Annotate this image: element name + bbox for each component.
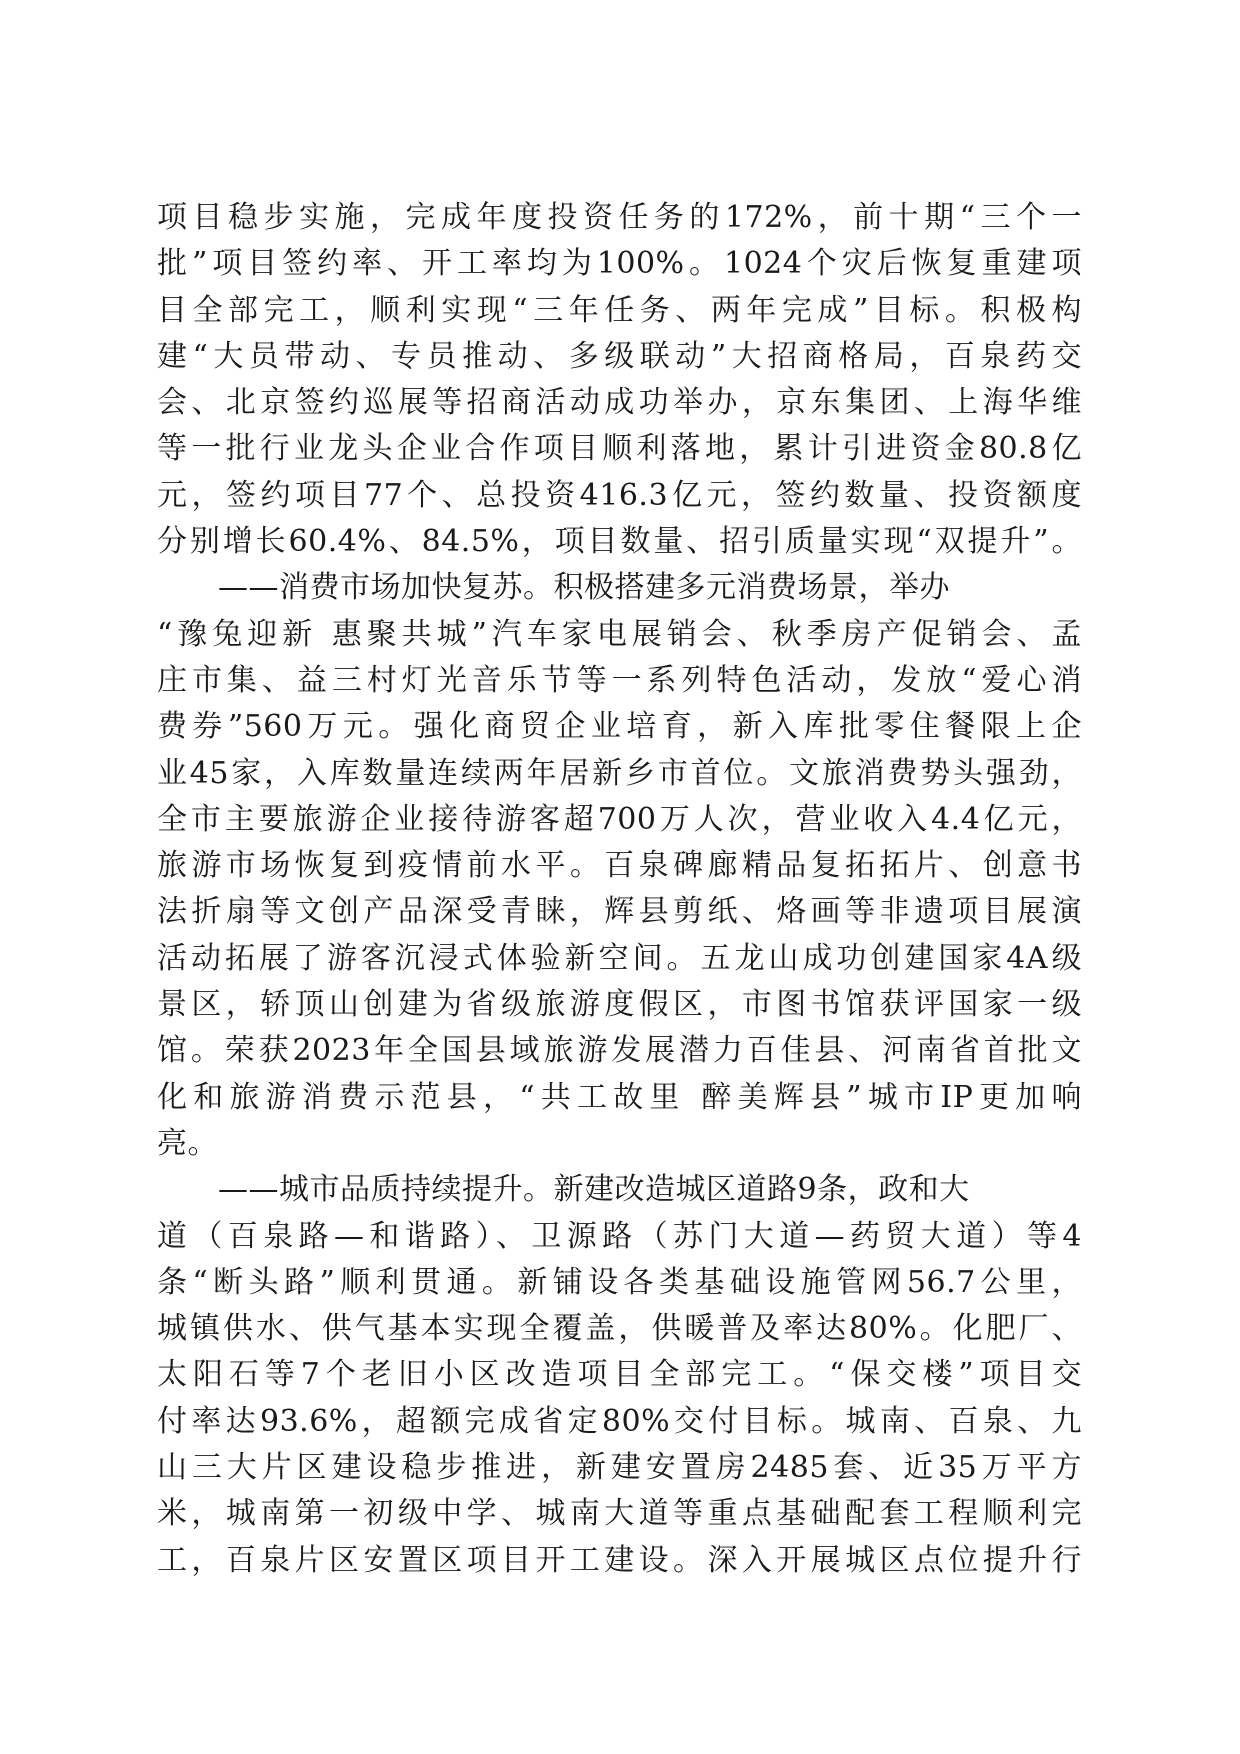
text-line: 元，签约项目77个、总投资416.3亿元，签约数量、投资额度 [157,477,1082,513]
text-line: 分别增长60.4%、84.5%，项目数量、招引质量实现“双提升”。 [157,524,1082,560]
text-line: 业45家，入库数量连续两年居新乡市首位。文旅消费势头强劲， [157,755,1082,791]
text-line: 化和旅游消费示范县，“共工故里 醉美辉县”城市IP更加响 [157,1079,1082,1115]
text-line: 太阳石等7个老旧小区改造项目全部完工。“保交楼”项目交 [157,1357,1082,1393]
text-line: 工，百泉片区安置区项目开工建设。深入开展城区点位提升行 [157,1542,1082,1578]
text-line: 山三大片区建设稳步推进，新建安置房2485套、近35万平方 [157,1450,1082,1486]
text-line: 庄市集、益三村灯光音乐节等一系列特色活动，发放“爱心消 [157,662,1082,698]
text-line: 道（百泉路—和谐路）、卫源路（苏门大道—药贸大道）等4 [157,1218,1082,1254]
text-line: 活动拓展了游客沉浸式体验新空间。五龙山成功创建国家4A级 [157,940,1082,976]
text-line: 建“大员带动、专员推动、多级联动”大招商格局，百泉药交 [157,338,1082,374]
text-line: ——城市品质持续提升。新建改造城区道路9条，政和大 [157,1172,970,1208]
text-line: 亮。 [157,1125,218,1161]
text-line: 旅游市场恢复到疫情前水平。百泉碑廊精品复拓拓片、创意书 [157,848,1082,884]
text-line: 目全部完工，顺利实现“三年任务、两年完成”目标。积极构 [157,292,1082,328]
text-line: 城镇供水、供气基本实现全覆盖，供暖普及率达80%。化肥厂、 [157,1311,1082,1347]
text-line: 米，城南第一初级中学、城南大道等重点基础配套工程顺利完 [157,1496,1082,1532]
text-line: 费券”560万元。强化商贸企业培育，新入库批零住餐限上企 [157,709,1082,745]
body-text [157,195,1082,1584]
text-line: 全市主要旅游企业接待游客超700万人次，营业收入4.4亿元， [157,801,1082,837]
text-line: “豫兔迎新 惠聚共城”汽车家电展销会、秋季房产促销会、孟 [157,616,1082,652]
text-line: 项目稳步实施，完成年度投资任务的172%，前十期“三个一 [157,200,1082,235]
text-line: 法折扇等文创产品深受青睐，辉县剪纸、烙画等非遗项目展演 [157,894,1082,930]
text-line: 条“断头路”顺利贯通。新铺设各类基础设施管网56.7公里， [157,1264,1082,1300]
text-line: 景区，轿顶山创建为省级旅游度假区，市图书馆获评国家一级 [157,987,1082,1023]
text-line: 会、北京签约巡展等招商活动成功举办，京东集团、上海华维 [157,385,1082,421]
text-line: 批”项目签约率、开工率均为100%。1024个灾后恢复重建项 [157,246,1082,282]
text-line: ——消费市场加快复苏。积极搭建多元消费场景，举办 [157,570,950,606]
text-line: 付率达93.6%，超额完成省定80%交付目标。城南、百泉、九 [157,1403,1082,1439]
text-line: 馆。荣获2023年全国县域旅游发展潜力百佳县、河南省首批文 [157,1033,1082,1069]
text-line: 等一批行业龙头企业合作项目顺利落地，累计引进资金80.8亿 [157,431,1082,467]
